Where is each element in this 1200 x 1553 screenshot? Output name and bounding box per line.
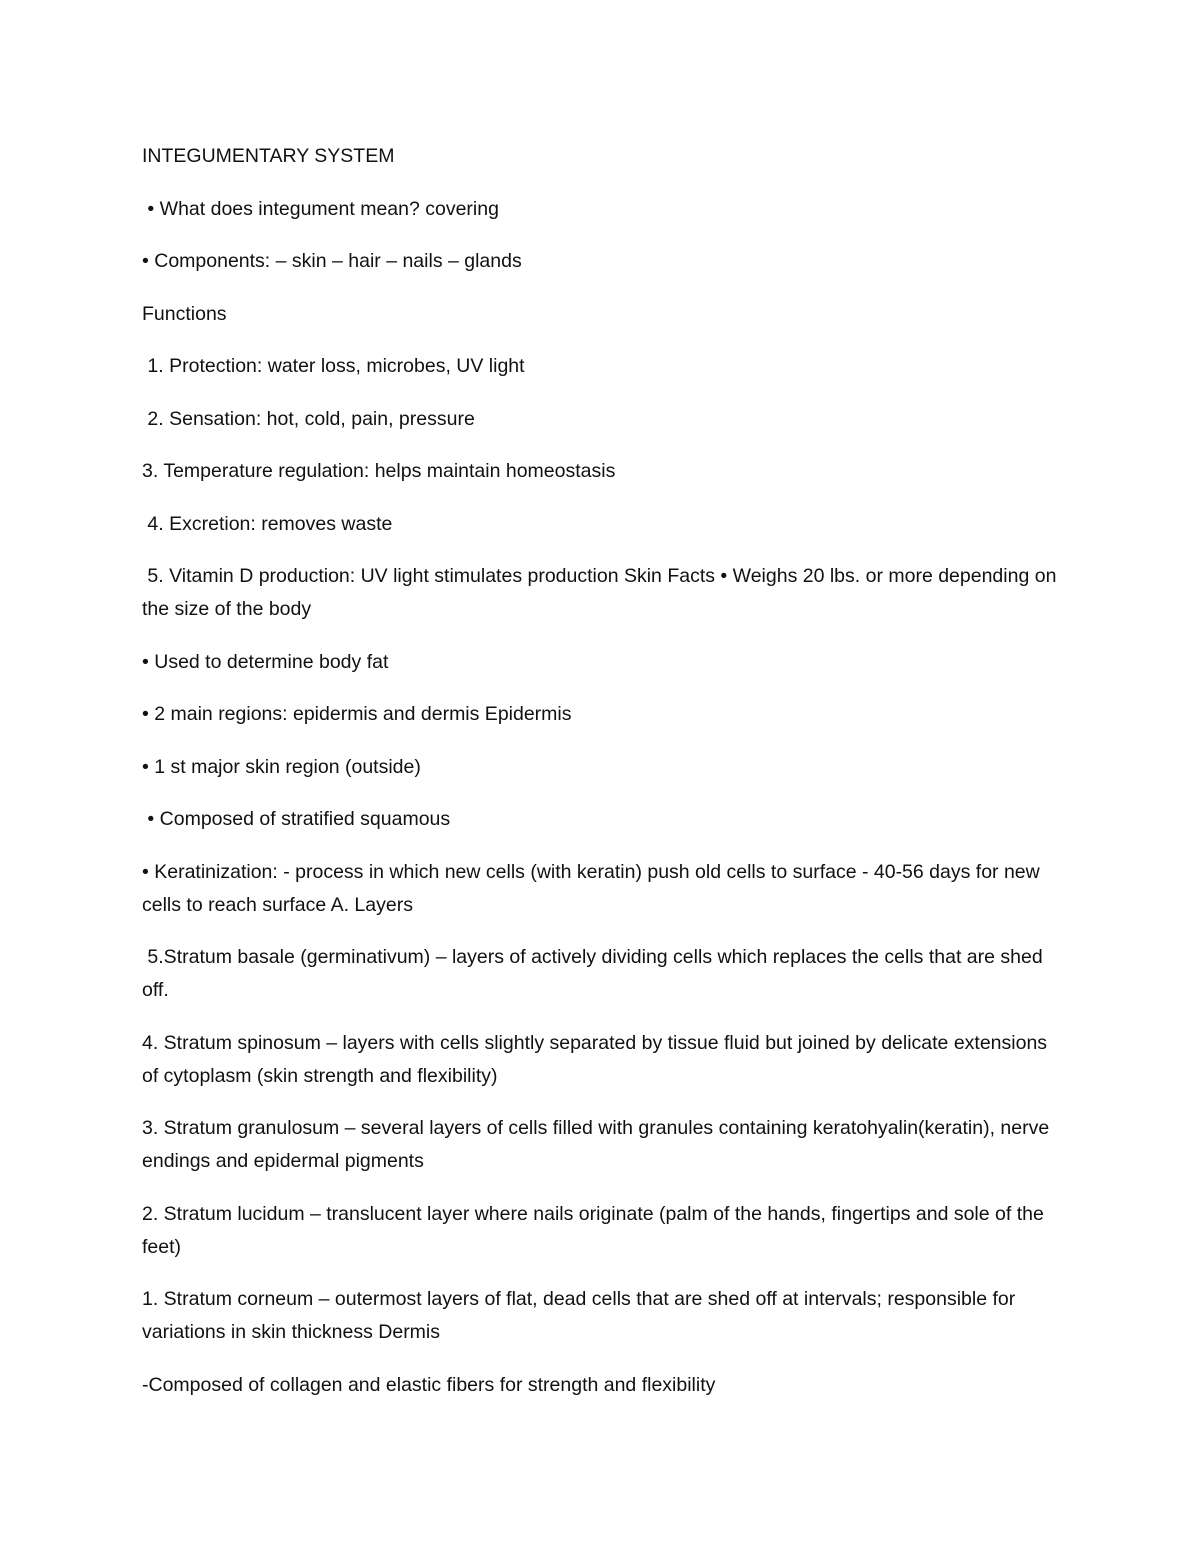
paragraph: 2. Sensation: hot, cold, pain, pressure: [142, 407, 475, 430]
paragraph: • Used to determine body fat: [142, 650, 389, 673]
document-title: INTEGUMENTARY SYSTEM: [142, 145, 395, 167]
paragraph: 1. Protection: water loss, microbes, UV light: [142, 355, 525, 377]
paragraph: • Composed of stratified squamous: [142, 808, 451, 830]
paragraph: 5.Stratum basale (germinativum) – layers of actively dividing cells which replaces the cells that are shed off.: [142, 946, 1049, 1001]
paragraph: • Components: – skin – hair – nails – glands: [142, 250, 522, 272]
paragraph: 4. Excretion: removes waste: [142, 512, 393, 535]
paragraph: 5. Vitamin D production: UV light stimulates production Skin Facts • Weighs 20 lbs. or more depending on the size of the body: [142, 565, 1062, 620]
section-heading: Functions: [142, 302, 227, 325]
paragraph: • 2 main regions: epidermis and dermis Epidermis: [142, 703, 572, 725]
paragraph: 3. Stratum granulosum – several layers of cells filled with granules containing keratohyalin(keratin), nerve endings and epidermal pigments: [142, 1117, 1055, 1172]
document-body: [142, 140, 1062, 1421]
paragraph: 3. Temperature regulation: helps maintain homeostasis: [142, 460, 616, 482]
paragraph: 2. Stratum lucidum – translucent layer where nails originate (palm of the hands, fingertips and sole of the feet): [142, 1202, 1050, 1258]
paragraph: 4. Stratum spinosum – layers with cells slightly separated by tissue fluid but joined by delicate extensions of cytoplasm (skin strength and flexibility): [142, 1031, 1053, 1087]
paragraph: 1. Stratum corneum – outermost layers of flat, dead cells that are shed off at intervals; responsible for variations in skin thickness Dermis: [142, 1288, 1021, 1343]
paragraph: • 1 st major skin region (outside): [142, 755, 421, 778]
paragraph: -Composed of collagen and elastic fibers for strength and flexibility: [142, 1373, 716, 1396]
paragraph: • Keratinization: - process in which new cells (with keratin) push old cells to surface - 40-56 days for new cells to reach surface A. Layers: [142, 860, 1046, 916]
paragraph: • What does integument mean? covering: [142, 197, 499, 220]
